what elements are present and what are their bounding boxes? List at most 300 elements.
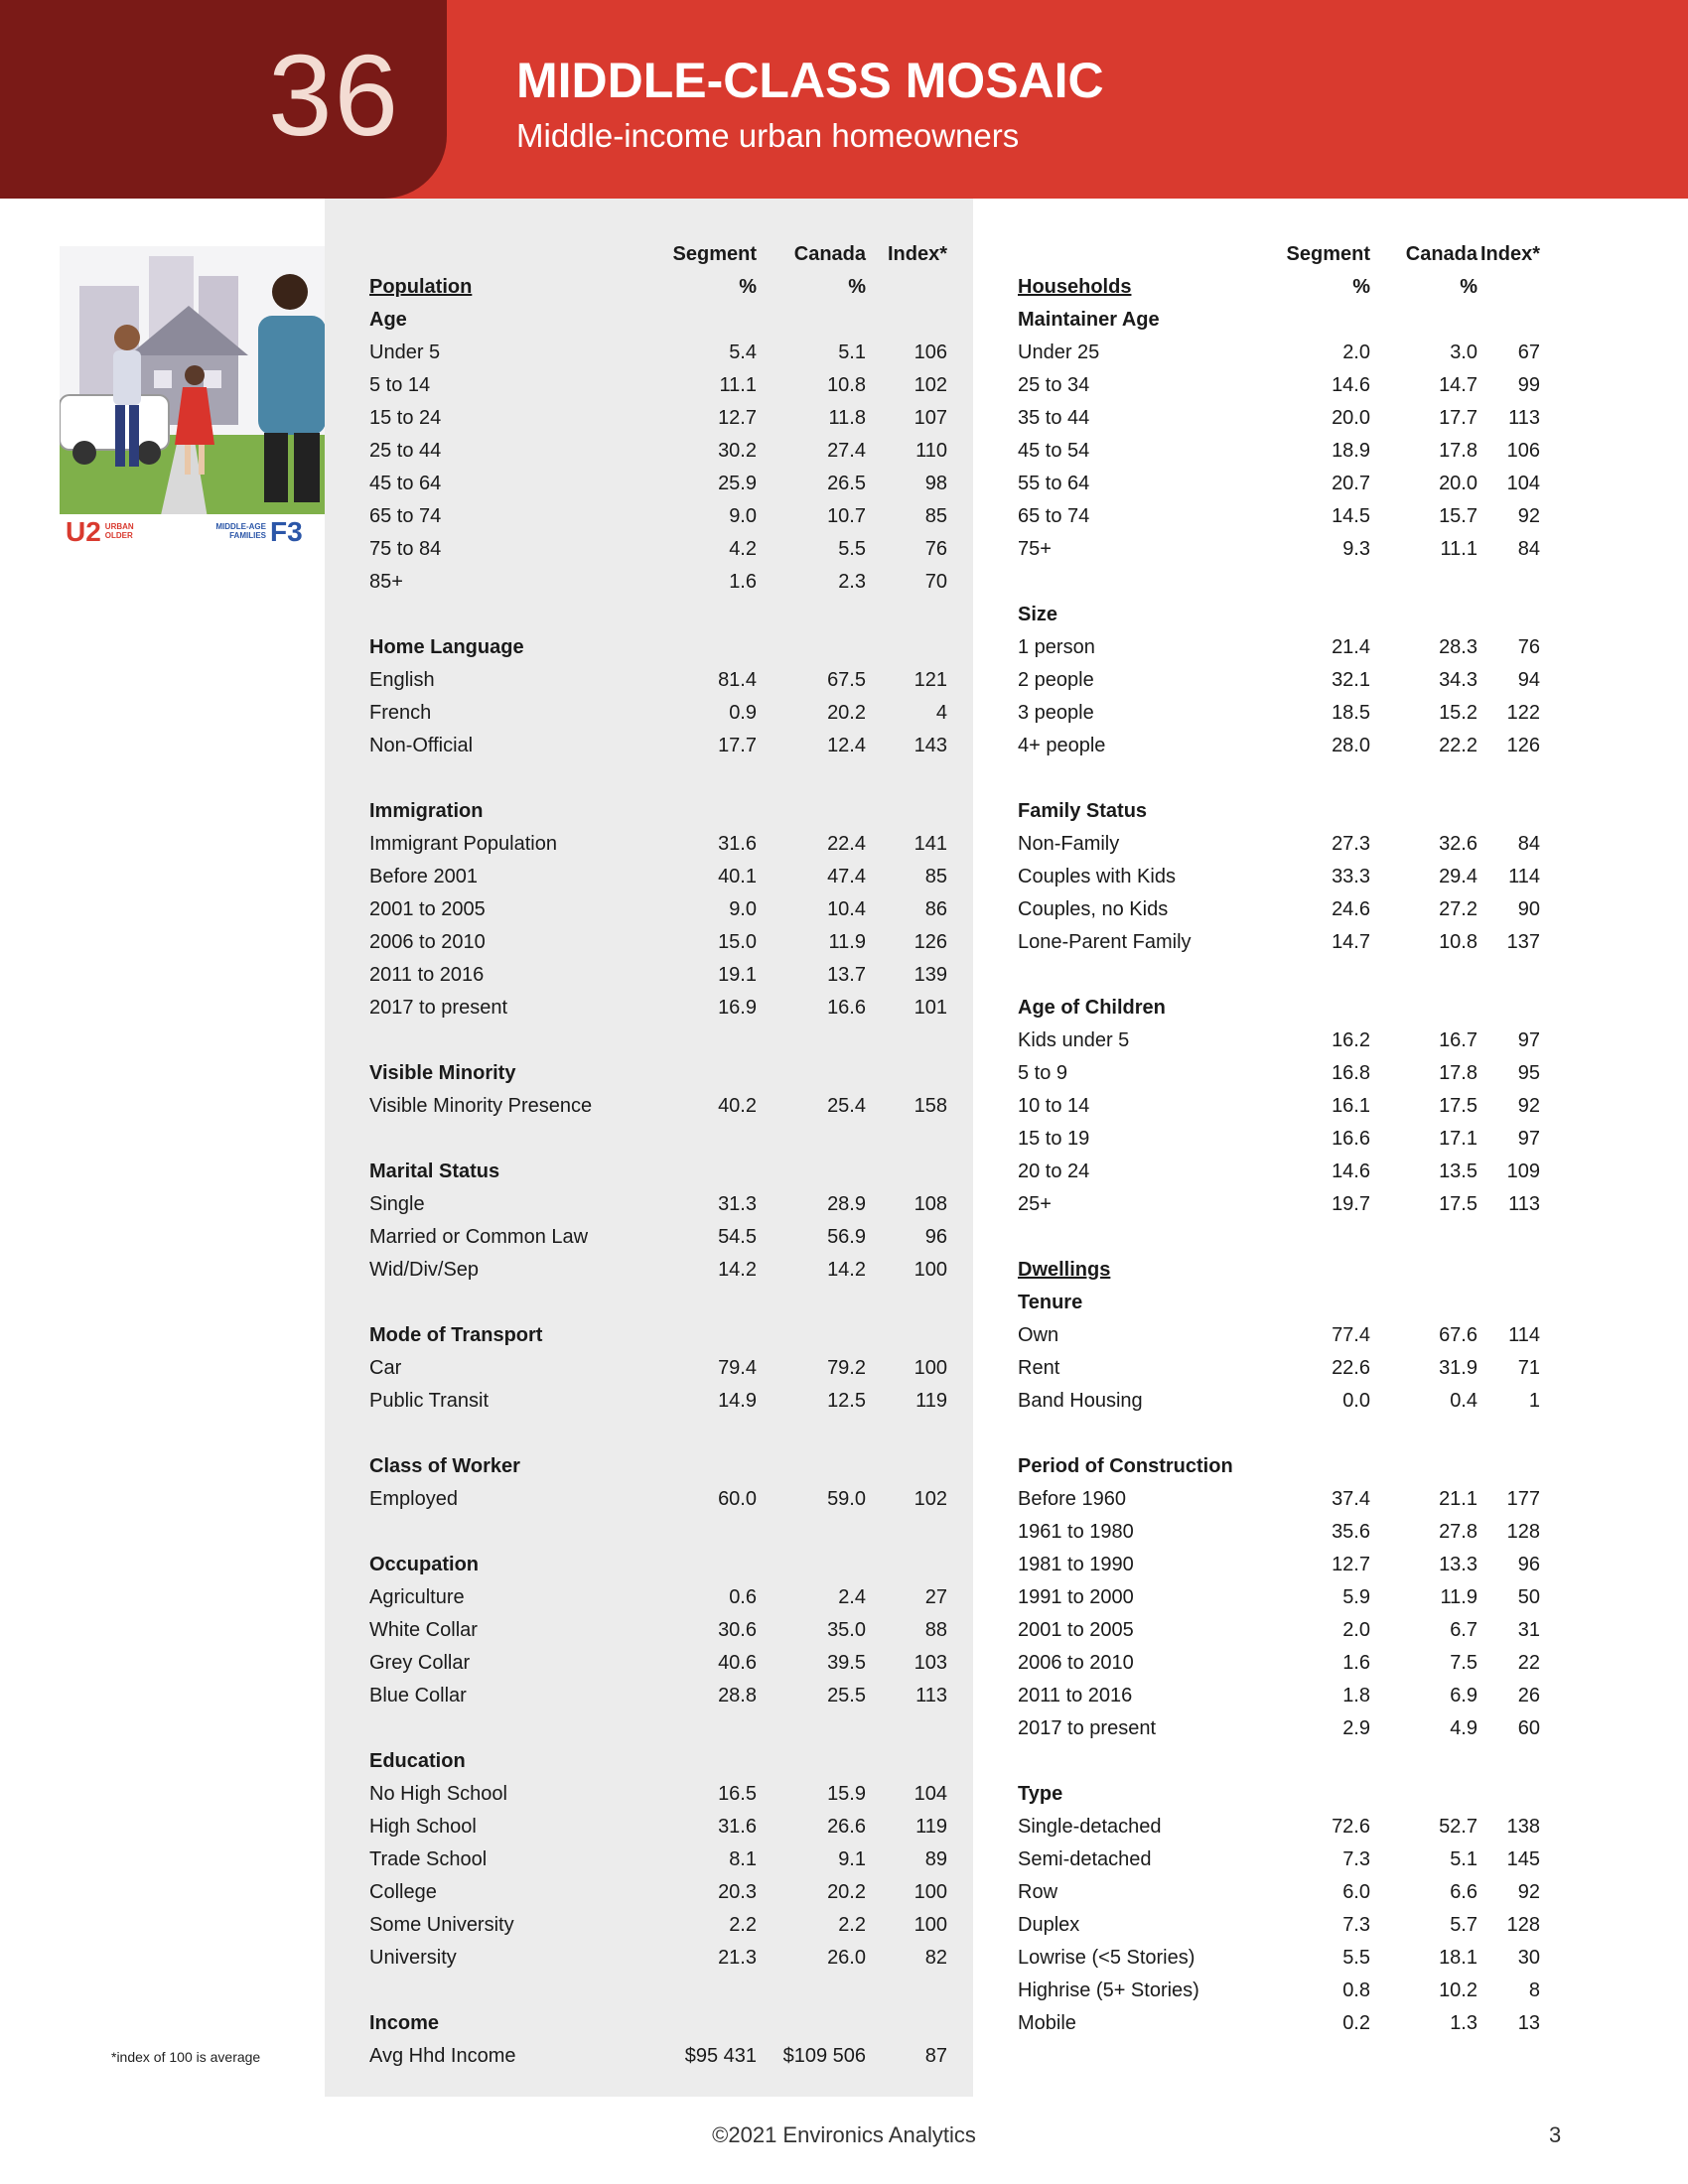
segment-value: 18.9 — [1332, 440, 1370, 462]
row-label: 65 to 74 — [1018, 505, 1090, 527]
canada-value: 13.3 — [1439, 1554, 1477, 1575]
canada-value: 10.2 — [1439, 1979, 1477, 2001]
canada-value: 14.7 — [1439, 374, 1477, 396]
section-label: Income — [369, 2012, 440, 2034]
canada-value: 17.8 — [1439, 1062, 1477, 1084]
segment-value: 16.6 — [1332, 1128, 1370, 1150]
index-value: 30 — [1517, 1947, 1540, 1969]
index-value: 89 — [924, 1848, 947, 1870]
index-value: 113 — [1508, 407, 1540, 429]
section-label: Education — [369, 1750, 466, 1772]
index-value: 177 — [1506, 1488, 1540, 1510]
segment-value: 28.0 — [1332, 735, 1370, 756]
index-value: 96 — [924, 1226, 947, 1248]
canada-value: 17.8 — [1439, 440, 1477, 462]
segment-value: 72.6 — [1332, 1816, 1370, 1838]
index-value: 102 — [914, 1488, 947, 1510]
segment-value: 20.3 — [718, 1881, 757, 1903]
section-label: Age of Children — [1018, 997, 1166, 1019]
section-label: Class of Worker — [369, 1455, 520, 1477]
row-label: Band Housing — [1018, 1390, 1143, 1412]
row-label: Avg Hhd Income — [369, 2045, 516, 2067]
canada-value: 12.5 — [827, 1390, 866, 1412]
index-column-header: Index* — [1479, 243, 1540, 265]
canada-value: 7.5 — [1450, 1652, 1477, 1674]
row-label: Rent — [1018, 1357, 1060, 1379]
row-label: 2011 to 2016 — [1018, 1685, 1133, 1706]
row-label: 65 to 74 — [369, 505, 442, 527]
row-label: 25+ — [1018, 1193, 1052, 1215]
section-label: Family Status — [1018, 800, 1148, 822]
canada-value: 28.3 — [1439, 636, 1477, 658]
index-value: 1 — [1528, 1390, 1540, 1412]
row-label: 5 to 14 — [369, 374, 431, 396]
canada-value: 2.4 — [838, 1586, 866, 1608]
index-column-header: Index* — [887, 243, 947, 265]
index-value: 100 — [914, 1914, 947, 1936]
segment-value: 35.6 — [1332, 1521, 1370, 1543]
section-label: Immigration — [369, 800, 484, 822]
row-label: Car — [369, 1357, 402, 1379]
index-value: 50 — [1517, 1586, 1540, 1608]
segment-value: 54.5 — [718, 1226, 757, 1248]
group-label: Dwellings — [1018, 1259, 1111, 1281]
row-label: Highrise (5+ Stories) — [1018, 1979, 1199, 2001]
badge-u2 — [66, 518, 145, 546]
row-label: 5 to 9 — [1018, 1062, 1068, 1084]
canada-value: 9.1 — [838, 1848, 866, 1870]
header-band — [0, 0, 1688, 199]
row-label: 2011 to 2016 — [369, 964, 485, 986]
section-label: Type — [1018, 1783, 1063, 1805]
row-label: 1991 to 2000 — [1018, 1586, 1134, 1608]
segment-value: 0.9 — [729, 702, 757, 724]
index-value: 143 — [914, 735, 947, 756]
row-label: Couples with Kids — [1018, 866, 1176, 887]
index-value: 100 — [914, 1259, 947, 1281]
index-value: 70 — [924, 571, 947, 593]
row-label: 2017 to present — [1018, 1717, 1156, 1739]
row-label: High School — [369, 1816, 477, 1838]
index-value: 97 — [1517, 1128, 1540, 1150]
canada-value: 31.9 — [1439, 1357, 1477, 1379]
canada-value: 10.4 — [827, 898, 866, 920]
canada-value: 28.9 — [827, 1193, 866, 1215]
index-value: 126 — [914, 931, 947, 953]
row-label: 45 to 64 — [369, 473, 442, 494]
canada-value: 17.1 — [1439, 1128, 1477, 1150]
segment-value: 81.4 — [718, 669, 757, 691]
segment-value: 8.1 — [729, 1848, 757, 1870]
row-label: English — [369, 669, 435, 691]
index-value: 128 — [1506, 1914, 1540, 1936]
canada-value: 13.5 — [1439, 1160, 1477, 1182]
section-label: Period of Construction — [1018, 1455, 1233, 1477]
canada-value: 5.5 — [838, 538, 866, 560]
segment-value: 2.2 — [729, 1914, 757, 1936]
index-value: 119 — [915, 1390, 947, 1412]
row-label: 2 people — [1018, 669, 1094, 691]
row-label: Row — [1018, 1881, 1058, 1903]
index-value: 128 — [1506, 1521, 1540, 1543]
segment-value: 77.4 — [1332, 1324, 1370, 1346]
segment-value: 1.8 — [1342, 1685, 1370, 1706]
segment-value: 16.1 — [1332, 1095, 1370, 1117]
segment-value: 25.9 — [718, 473, 757, 494]
index-value: 126 — [1506, 735, 1540, 756]
segment-value: 40.2 — [718, 1095, 757, 1117]
row-label: Grey Collar — [369, 1652, 471, 1674]
row-label: Trade School — [369, 1848, 488, 1870]
segment-value: 37.4 — [1332, 1488, 1370, 1510]
row-label: 15 to 19 — [1018, 1128, 1090, 1150]
canada-value: 14.2 — [827, 1259, 866, 1281]
segment-value: 79.4 — [718, 1357, 757, 1379]
index-value: 94 — [1517, 669, 1540, 691]
segment-value: 14.6 — [1332, 1160, 1370, 1182]
canada-value: 25.5 — [827, 1685, 866, 1706]
row-label: Own — [1018, 1324, 1059, 1346]
canada-value: 11.9 — [1440, 1586, 1477, 1608]
segment-value: 12.7 — [1332, 1554, 1370, 1575]
row-label: Mobile — [1018, 2012, 1076, 2034]
row-label: 2017 to present — [369, 997, 507, 1019]
index-value: 95 — [1517, 1062, 1540, 1084]
row-label: 15 to 24 — [369, 407, 442, 429]
section-label: Mode of Transport — [369, 1324, 543, 1346]
canada-value: 6.7 — [1450, 1619, 1477, 1641]
segment-value: 19.1 — [718, 964, 757, 986]
canada-value: 22.2 — [1439, 735, 1477, 756]
index-value: 92 — [1517, 505, 1540, 527]
index-value: 88 — [924, 1619, 947, 1641]
canada-value: 67.6 — [1439, 1324, 1477, 1346]
segment-value: 16.9 — [718, 997, 757, 1019]
row-label: Kids under 5 — [1018, 1029, 1130, 1051]
segment-value: 7.3 — [1342, 1848, 1370, 1870]
row-label: Married or Common Law — [369, 1226, 589, 1248]
section-label: Occupation — [369, 1554, 480, 1575]
index-value: 85 — [924, 505, 947, 527]
canada-value: 13.7 — [827, 964, 866, 986]
segment-value: 40.1 — [718, 866, 757, 887]
row-label: Semi-detached — [1018, 1848, 1152, 1870]
canada-value: 6.9 — [1450, 1685, 1477, 1706]
row-label: 75 to 84 — [369, 538, 442, 560]
index-value: 100 — [914, 1881, 947, 1903]
canada-value: 17.7 — [1439, 407, 1477, 429]
index-value: 90 — [1517, 898, 1540, 920]
index-value: 60 — [1517, 1717, 1540, 1739]
canada-value: $109 506 — [782, 2045, 866, 2067]
index-value: 114 — [1508, 1324, 1540, 1346]
canada-value: 56.9 — [827, 1226, 866, 1248]
canada-value: 17.5 — [1439, 1193, 1477, 1215]
canada-value: 35.0 — [827, 1619, 866, 1641]
index-value: 121 — [914, 669, 947, 691]
index-value: 84 — [1517, 538, 1540, 560]
canada-value: 16.6 — [827, 997, 866, 1019]
segment-value: 30.6 — [718, 1619, 757, 1641]
row-label: Under 5 — [369, 341, 441, 363]
index-value: 84 — [1517, 833, 1540, 855]
segment-value: 16.8 — [1332, 1062, 1370, 1084]
canada-column-header: Canada — [1405, 243, 1477, 265]
canada-value: 29.4 — [1439, 866, 1477, 887]
index-value: 98 — [924, 473, 947, 494]
segment-value: 28.8 — [718, 1685, 757, 1706]
segment-value: 60.0 — [718, 1488, 757, 1510]
segment-value: 14.5 — [1332, 505, 1370, 527]
badge-f3 — [209, 518, 303, 546]
row-label: Immigrant Population — [369, 833, 557, 855]
canada-value: 21.1 — [1439, 1488, 1477, 1510]
section-label: Home Language — [369, 636, 524, 658]
index-value: 27 — [924, 1586, 947, 1608]
canada-value: 15.9 — [827, 1783, 866, 1805]
index-value: 106 — [1506, 440, 1540, 462]
segment-value: 2.0 — [1342, 1619, 1370, 1641]
row-label: Non-Family — [1018, 833, 1120, 855]
segment-illustration — [60, 246, 326, 556]
row-label: 85+ — [369, 571, 403, 593]
row-label: Single — [369, 1193, 425, 1215]
canada-value: 20.2 — [827, 1881, 866, 1903]
index-value: 86 — [924, 898, 947, 920]
row-label: Before 2001 — [369, 866, 478, 887]
segment-value: 6.0 — [1342, 1881, 1370, 1903]
canada-value: 2.3 — [838, 571, 866, 593]
page-title: MIDDLE-CLASS MOSAIC — [516, 53, 1104, 108]
canada-value: 1.3 — [1450, 2012, 1477, 2034]
index-value: 110 — [915, 440, 947, 462]
canada-column-header: Canada — [793, 243, 866, 265]
row-label: 25 to 44 — [369, 440, 442, 462]
canada-value: 20.0 — [1439, 473, 1477, 494]
segment-column-header: Segment — [672, 243, 757, 265]
canada-value: 79.2 — [827, 1357, 866, 1379]
row-label: 20 to 24 — [1018, 1160, 1090, 1182]
segment-value: 20.7 — [1332, 473, 1370, 494]
row-label: French — [369, 702, 432, 724]
segment-value: 12.7 — [718, 407, 757, 429]
row-label: 25 to 34 — [1018, 374, 1090, 396]
canada-value: 5.7 — [1450, 1914, 1477, 1936]
segment-value: 27.3 — [1332, 833, 1370, 855]
row-label: 1961 to 1980 — [1018, 1521, 1134, 1543]
canada-value: 16.7 — [1439, 1029, 1477, 1051]
index-value: 104 — [1506, 473, 1540, 494]
row-label: Public Transit — [369, 1390, 490, 1412]
segment-value: 24.6 — [1332, 898, 1370, 920]
badge-f3-text: MIDDLE-AGE FAMILIES — [215, 522, 266, 540]
index-value: 26 — [1517, 1685, 1540, 1706]
index-value: 76 — [924, 538, 947, 560]
canada-value: 39.5 — [827, 1652, 866, 1674]
segment-number-block — [0, 0, 447, 199]
segment-value: $95 431 — [684, 2045, 757, 2067]
index-value: 139 — [914, 964, 947, 986]
canada-value: 27.4 — [827, 440, 866, 462]
segment-value: 5.9 — [1342, 1586, 1370, 1608]
index-value: 122 — [1506, 702, 1540, 724]
canada-value: 12.4 — [827, 735, 866, 756]
segment-value: 14.2 — [718, 1259, 757, 1281]
canada-value: 26.5 — [827, 473, 866, 494]
canada-value: 26.0 — [827, 1947, 866, 1969]
row-label: Couples, no Kids — [1018, 898, 1169, 920]
canada-value: 11.9 — [828, 931, 866, 953]
row-label: 3 people — [1018, 702, 1094, 724]
segment-unit: % — [739, 276, 757, 298]
index-value: 137 — [1506, 931, 1540, 953]
index-value: 76 — [1517, 636, 1540, 658]
canada-value: 22.4 — [827, 833, 866, 855]
badge-f3-code: F3 — [270, 516, 303, 547]
index-value: 119 — [915, 1816, 947, 1838]
row-label: 55 to 64 — [1018, 473, 1090, 494]
section-label: Size — [1018, 604, 1058, 625]
segment-value: 11.1 — [719, 374, 757, 396]
row-label: Non-Official — [369, 735, 474, 756]
canada-value: 3.0 — [1450, 341, 1477, 363]
canada-value: 26.6 — [827, 1816, 866, 1838]
index-value: 8 — [1528, 1979, 1540, 2001]
index-value: 102 — [914, 374, 947, 396]
canada-value: 47.4 — [827, 866, 866, 887]
canada-value: 17.5 — [1439, 1095, 1477, 1117]
canada-unit: % — [1460, 276, 1477, 298]
canada-value: 27.2 — [1439, 898, 1477, 920]
index-value: 31 — [1517, 1619, 1540, 1641]
segment-value: 2.9 — [1342, 1717, 1370, 1739]
row-label: 45 to 54 — [1018, 440, 1090, 462]
segment-value: 21.4 — [1332, 636, 1370, 658]
index-value: 107 — [914, 407, 947, 429]
segment-value: 9.0 — [729, 505, 757, 527]
group-label: Households — [1018, 276, 1132, 298]
row-label: White Collar — [369, 1619, 478, 1641]
row-label: Wid/Div/Sep — [369, 1259, 480, 1281]
segment-value: 40.6 — [718, 1652, 757, 1674]
index-value: 22 — [1517, 1652, 1540, 1674]
segment-value: 33.3 — [1332, 866, 1370, 887]
index-value: 82 — [924, 1947, 947, 1969]
segment-value: 31.6 — [718, 1816, 757, 1838]
segment-value: 9.0 — [729, 898, 757, 920]
index-value: 92 — [1517, 1881, 1540, 1903]
segment-value: 14.9 — [718, 1390, 757, 1412]
row-label: Visible Minority Presence — [369, 1095, 593, 1117]
segment-value: 9.3 — [1342, 538, 1370, 560]
row-label: College — [369, 1881, 437, 1903]
section-label: Age — [369, 309, 407, 331]
index-value: 101 — [914, 997, 947, 1019]
canada-value: 15.7 — [1439, 505, 1477, 527]
row-label: 35 to 44 — [1018, 407, 1090, 429]
row-label: 2006 to 2010 — [369, 931, 486, 953]
section-label: Marital Status — [369, 1160, 500, 1182]
index-value: 13 — [1517, 2012, 1540, 2034]
index-value: 4 — [935, 702, 947, 724]
segment-value: 21.3 — [718, 1947, 757, 1969]
segment-column-header: Segment — [1286, 243, 1370, 265]
segment-value: 7.3 — [1342, 1914, 1370, 1936]
index-value: 113 — [1508, 1193, 1540, 1215]
canada-value: 18.1 — [1439, 1947, 1477, 1969]
index-value: 108 — [914, 1193, 947, 1215]
canada-value: 15.2 — [1439, 702, 1477, 724]
index-value: 92 — [1517, 1095, 1540, 1117]
section-label: Maintainer Age — [1018, 309, 1160, 331]
segment-value: 4.2 — [729, 538, 757, 560]
index-value: 109 — [1506, 1160, 1540, 1182]
index-value: 85 — [924, 866, 947, 887]
page-subtitle: Middle-income urban homeowners — [516, 117, 1020, 154]
segment-value: 22.6 — [1332, 1357, 1370, 1379]
row-label: Agriculture — [369, 1586, 465, 1608]
canada-value: 11.8 — [828, 407, 866, 429]
row-label: No High School — [369, 1783, 507, 1805]
segment-value: 17.7 — [718, 735, 757, 756]
canada-value: 5.1 — [838, 341, 866, 363]
index-value: 106 — [914, 341, 947, 363]
row-label: 1 person — [1018, 636, 1095, 658]
canada-value: 34.3 — [1439, 669, 1477, 691]
index-value: 114 — [1508, 866, 1540, 887]
section-label: Visible Minority — [369, 1062, 516, 1084]
canada-value: 10.8 — [1439, 931, 1477, 953]
group-label: Population — [369, 276, 473, 298]
row-label: Some University — [369, 1914, 514, 1936]
segment-value: 0.8 — [1342, 1979, 1370, 2001]
segment-value: 30.2 — [718, 440, 757, 462]
badge-u2-text: URBAN OLDER — [104, 522, 134, 540]
segment-value: 0.6 — [729, 1586, 757, 1608]
index-value: 103 — [914, 1652, 947, 1674]
segment-value: 18.5 — [1332, 702, 1370, 724]
row-label: Before 1960 — [1018, 1488, 1126, 1510]
copyright: ©2021 Environics Analytics — [712, 2122, 976, 2147]
canada-value: 4.9 — [1450, 1717, 1477, 1739]
badge-u2-code: U2 — [66, 516, 101, 547]
row-label: 2001 to 2005 — [369, 898, 486, 920]
canada-value: 20.2 — [827, 702, 866, 724]
segment-value: 2.0 — [1342, 341, 1370, 363]
row-label: 2006 to 2010 — [1018, 1652, 1134, 1674]
row-label: 2001 to 2005 — [1018, 1619, 1134, 1641]
canada-value: 67.5 — [827, 669, 866, 691]
segment-value: 15.0 — [718, 931, 757, 953]
canada-value: 52.7 — [1439, 1816, 1477, 1838]
row-label: 1981 to 1990 — [1018, 1554, 1134, 1575]
row-label: Lowrise (<5 Stories) — [1018, 1947, 1196, 1969]
row-label: Under 25 — [1018, 341, 1100, 363]
index-value: 67 — [1517, 341, 1540, 363]
canada-value: 10.8 — [827, 374, 866, 396]
page-number: 3 — [1549, 2122, 1562, 2147]
segment-value: 32.1 — [1332, 669, 1370, 691]
canada-value: 0.4 — [1450, 1390, 1477, 1412]
row-label: Duplex — [1018, 1914, 1080, 1936]
canada-value: 32.6 — [1439, 833, 1477, 855]
index-value: 113 — [915, 1685, 947, 1706]
segment-value: 0.2 — [1342, 2012, 1370, 2034]
index-value: 138 — [1506, 1816, 1540, 1838]
index-value: 96 — [1517, 1554, 1540, 1575]
canada-value: 59.0 — [827, 1488, 866, 1510]
index-footnote: *index of 100 is average — [111, 2049, 261, 2065]
